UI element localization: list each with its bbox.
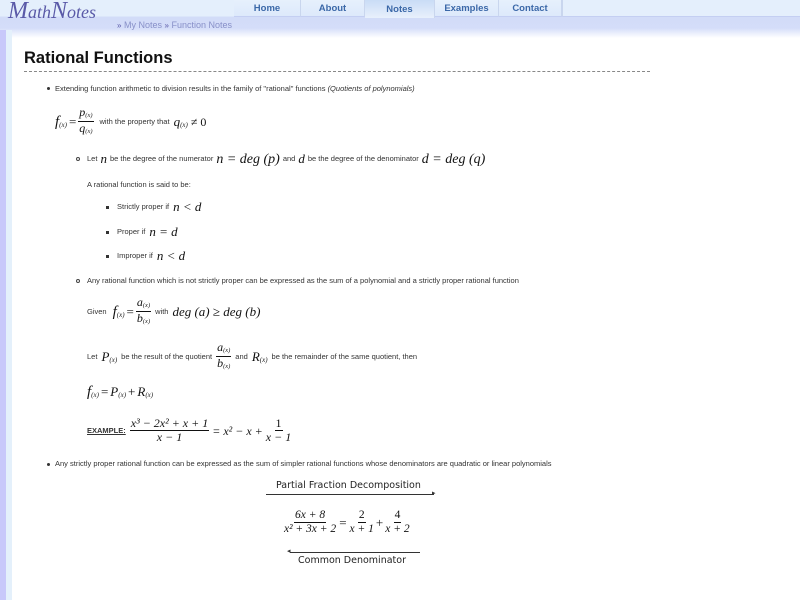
- example-label: EXAMPLE:: [87, 426, 126, 435]
- main-nav: [234, 0, 562, 17]
- site-header: [0, 0, 800, 38]
- nav-home[interactable]: Home: [234, 0, 301, 17]
- quotient-statement: Let P (x) be the result of the quotient $\frac{a(x)}{b(x)}$ and R (x) be the remainder of the same quotient, then: [87, 340, 418, 370]
- bullet: [47, 87, 50, 90]
- right-arrow-icon: ▸: [432, 490, 436, 497]
- kind-improper: Improper if n < d: [117, 248, 186, 263]
- left-sidebar-strip-light: [6, 30, 12, 600]
- partial-fraction-diagram: [266, 478, 438, 588]
- bullet: [106, 206, 109, 209]
- pfd-equation: $\frac{6x + 8}{\text{x² + 3x + 2}}$ = $\frac{2}{x + 1}$ + $\frac{4}{x + 2}$: [284, 509, 410, 535]
- breadcrumb: [117, 20, 232, 31]
- definition-formula: f (x) = $\frac{p(x)}{q(x)}$ with the property that q (x) ≠ 0: [55, 105, 207, 135]
- breadcrumb-function-notes[interactable]: Function Notes: [171, 20, 232, 30]
- bullet: [106, 231, 109, 234]
- pfd-statement: Any strictly proper rational function can be expressed as the sum of simpler rational functions whose denominators are quadratic or linear polynomials: [55, 459, 552, 468]
- identity-formula: f (x) = P (x) + R (x): [87, 384, 154, 400]
- mathnotes-logo[interactable]: MathNotes: [8, 0, 97, 24]
- kind-proper: Proper if n = d: [117, 224, 178, 239]
- sum-statement: Any rational function which is not strictly proper can be expressed as the sum of a polynomial and a strictly proper rational function: [87, 276, 519, 285]
- example-formula: EXAMPLE: $\frac{\text{x³ − 2x² + x + 1}}{x - 1}$ = x² − x + $\frac{1}{x - 1}$: [87, 416, 292, 444]
- bullet: [106, 255, 109, 258]
- bullet: [47, 463, 50, 466]
- intro-text: Extending function arithmetic to division results in the family of "rational" functions (Quotients of polynomials): [55, 84, 415, 93]
- left-arrow-line: [290, 552, 420, 553]
- bullet: [76, 279, 80, 283]
- nav-examples[interactable]: Examples: [435, 0, 499, 17]
- intro-italic: (Quotients of polynomials): [327, 84, 415, 93]
- breadcrumb-separator: »: [164, 21, 169, 30]
- nav-about[interactable]: About: [301, 0, 365, 17]
- left-arrow-icon: ◂: [287, 548, 291, 555]
- kind-strictly-proper: Strictly proper if n < d: [117, 199, 202, 214]
- given-formula: Given f (x) = $\frac{a(x)}{b(x)}$ with deg (a) ≥ deg (b): [87, 295, 261, 325]
- said-to-be-text: A rational function is said to be:: [87, 180, 191, 189]
- partial-fraction-label: Partial Fraction Decomposition: [276, 480, 421, 491]
- right-arrow-line: [266, 494, 434, 495]
- common-denominator-label: Common Denominator: [298, 555, 406, 566]
- nav-notes[interactable]: Notes: [365, 0, 435, 18]
- breadcrumb-separator: »: [117, 21, 122, 30]
- breadcrumb-my-notes[interactable]: My Notes: [123, 20, 162, 30]
- bullet: [76, 157, 80, 161]
- page-title: Rational Functions: [24, 48, 650, 72]
- nav-filler: [562, 0, 800, 17]
- nav-contact[interactable]: Contact: [499, 0, 562, 17]
- main-content: [24, 48, 650, 72]
- degree-definition: Let n be the degree of the numerator n = deg (p) and d be the degree of the denominator d = deg (q): [87, 151, 486, 167]
